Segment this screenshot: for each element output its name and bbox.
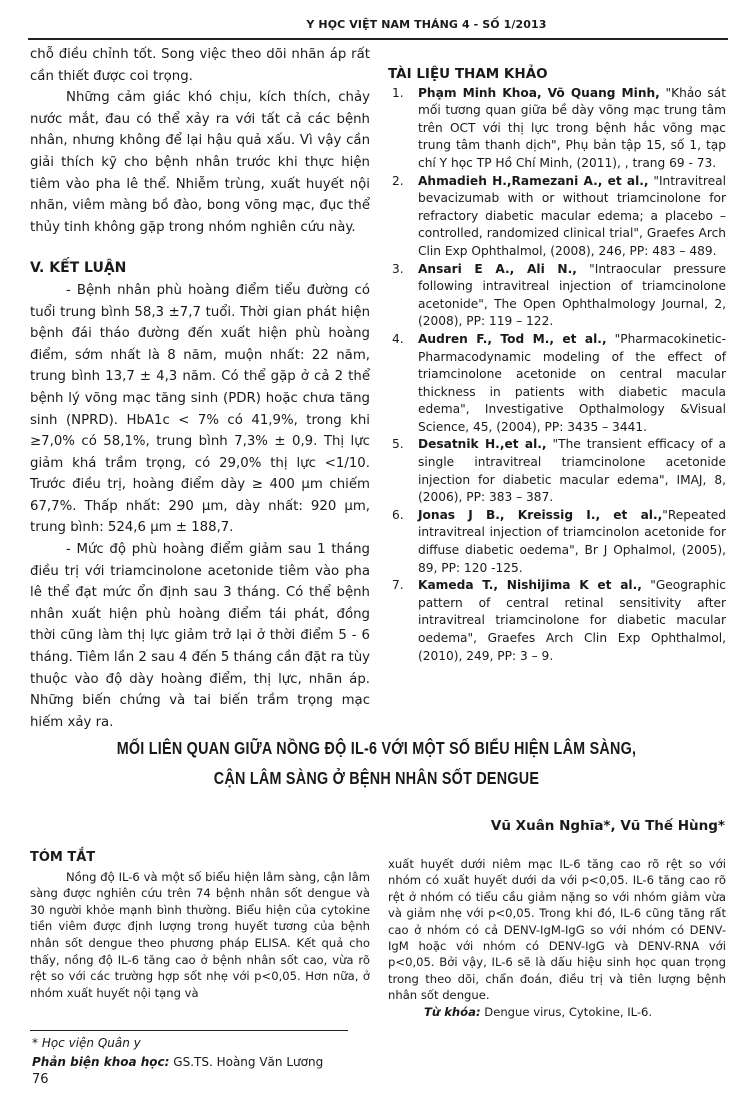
reference-text (418, 507, 726, 577)
affiliation: * Học viện Quân y (32, 1036, 141, 1050)
paragraph: - Bệnh nhân phù hoàng điểm tiểu đường có tuổi trung bình 58,3 ±7,7 tuổi. Thời gian phát hiện bệnh đái tháo đường đến xuất hiện phù hoàng điểm, sớm nhất là 8 năm, muộn nhất: 22 năm, trung bình 13,7 ± 4,3 năm. Có thể gặp ở cả 2 thể bệnh lý võng mạc tăng sinh (PDR) hoặc chưa tăng sinh (NPRD). HbA1c < 7% có 41,9%, trong khi ≥7,0% có 58,1%, trung bình 7,3% ± 0,9. Thị lực giảm khá trầm trọng, có 29,0% thị lực <1/10. Trước điều trị, hoàng điểm dày ≥ 400 μm chiếm 67,7%. Thấp nhất: 290 μm, dày nhất: 920 μm, trung bình: 524,6 μm ± 188,7. (30, 282, 370, 536)
reference-number: 7. (392, 578, 404, 593)
reference-text (418, 577, 726, 665)
reference-authors: Kameda T., Nishijima K et al., (418, 578, 642, 593)
keywords-text: Dengue virus, Cytokine, IL-6. (480, 1004, 653, 1019)
footnote-rule (30, 1030, 348, 1031)
reference-number: 4. (392, 331, 404, 346)
abstract-right (388, 856, 726, 1020)
reference-item (388, 507, 726, 577)
reference-authors: Phạm Minh Khoa, Võ Quang Minh, (418, 85, 660, 100)
page-number: 76 (32, 1072, 49, 1087)
reference-citation: "Intraocular pressure following intravitreal injection of triamcinolone acetonide", The Open Ophthalmology Journal, 2, (2008), PP: 119 – 122. (418, 261, 726, 329)
reference-citation: "Geographic pattern of central retinal sensitivity after intravitreal triamcinolone for diabetic macular oedema", Graefes Arch Clin Exp Ophthalmol, (2010), 249, PP: 3 – 9. (418, 578, 726, 663)
reference-citation: "The transient efficacy of a single intravitreal triamcinolone acetonide injection for diabetic macular edema", IMAJ, 8, (2006), PP: 383 – 387. (418, 437, 726, 505)
reference-text (418, 85, 726, 173)
reference-text (418, 261, 726, 331)
footnote (32, 1034, 323, 1072)
reference-item (388, 261, 726, 331)
abstract-text: xuất huyết dưới niêm mạc IL-6 tăng cao rõ rệt so với nhóm có xuất huyết dưới da với p<0,05. IL-6 tăng cao rõ rệt ở nhóm có tiểu cầu giảm nặng so với nhóm giảm vừa và giảm nhẹ với p<0,05. Trong khi đó, IL-6 cũng tăng rất cao ở nhóm có cả DENV-IgM-IgG so với nhóm có DENV-IgM hoặc với nhóm có DENV-IgG và DENV-RNA với p<0,05. Bởi vậy, IL-6 sẽ là dấu hiệu sinh học quan trọng trong theo dõi, chẩn đoán, điều trị và tiên lượng bệnh nhân sốt dengue. (388, 857, 726, 1003)
keywords (388, 1004, 726, 1020)
running-header: Y HỌC VIỆT NAM THÁNG 4 - SỐ 1/2013 (306, 18, 547, 31)
reference-number: 6. (392, 507, 404, 522)
reference-authors: Ahmadieh H.,Ramezani A., et al., (418, 173, 649, 188)
abstract-heading: TÓM TẮT (30, 850, 96, 865)
article-title-line: MỐI LIÊN QUAN GIỮA NỒNG ĐỘ IL-6 VỚI MỘT SỐ BIỂU HIỆN LÂM SÀNG, (116, 738, 637, 758)
header-rule (28, 38, 728, 40)
reference-item (388, 85, 726, 173)
reference-item (388, 436, 726, 506)
reference-citation: "Pharmacokinetic-Pharmacodynamic modeling of the effect of triamcinolone acetonide on central macular thickness in patients with diabetic macula edema", Investigative Opthalmology &Visual Science, 45, (2004), PP: 3435 – 3441. (418, 331, 726, 434)
reference-number: 2. (392, 173, 404, 188)
article-authors: Vũ Xuân Nghĩa*, Vũ Thế Hùng* (490, 818, 725, 834)
reviewer: GS.TS. Hoàng Văn Lương (169, 1055, 324, 1069)
reference-text (418, 173, 726, 261)
references (388, 66, 726, 665)
article-title-line: CẬN LÂM SÀNG Ở BỆNH NHÂN SỐT DENGUE (213, 768, 540, 788)
reference-number: 3. (392, 261, 404, 276)
abstract-left (30, 850, 370, 1001)
paragraph: chỗ điều chỉnh tốt. Song việc theo dõi nhãn áp rất cần thiết được coi trọng. (30, 47, 370, 84)
reference-text (418, 331, 726, 437)
abstract-text: Nồng độ IL-6 và một số biểu hiện lâm sàng, cận lâm sàng được nghiên cứu trên 74 bệnh nhân sốt dengue và 30 người khỏe mạnh bình thường. Biểu hiện của cytokine tiền viêm được định lượng trong huyết tương của bệnh nhân sốt dengue theo phương pháp ELISA. Kết quả cho thấy, nồng độ IL-6 tăng cao ở bệnh nhân sốt cao, vừa rõ rệt so với các trường hợp sốt nhẹ với p<0,05. Hơn nữa, ở nhóm xuất huyết nội tạng và (30, 869, 370, 1000)
reference-authors: Audren F., Tod M., et al., (418, 331, 607, 346)
left-column (30, 44, 370, 733)
paragraph: - Mức độ phù hoàng điểm giảm sau 1 tháng điều trị với triamcinolone acetonide tiêm vào pha lê thể đạt mức ổn định sau 3 tháng. Có thể bệnh nhân xuất hiện phù hoàng điểm tái phát, đồng thời cũng làm thị lực giảm trở lại ở thời điểm 5 - 6 tháng. Tiêm lần 2 sau 4 đến 5 tháng cần đặt ra tùy thuộc vào độ dày hoàng điểm, thị lực, nhãn áp. Những biến chứng và tai biến trầm trọng mạc hiếm xảy ra. (30, 542, 370, 730)
reference-number: 1. (392, 85, 404, 100)
references-heading: TÀI LIỆU THAM KHẢO (388, 66, 548, 82)
reference-item (388, 577, 726, 665)
section-heading: V. KẾT LUẬN (30, 260, 127, 277)
reference-authors: Jonas J B., Kreissig I., et al., (418, 507, 663, 522)
keywords-label: Từ khóa: (424, 1004, 481, 1019)
reviewer-label: Phản biện khoa học: (32, 1055, 170, 1069)
reference-authors: Desatnik H.,et al., (418, 437, 547, 452)
article-title (68, 733, 685, 793)
reference-item (388, 173, 726, 261)
reference-number: 5. (392, 437, 404, 452)
reference-text (418, 436, 726, 506)
reference-authors: Ansari E A., Ali N., (418, 261, 577, 276)
reference-citation: "Repeated intravitreal injection of triamcinolon acetonide for diffuse diabetic oedema", Br J Ophalmol, (2005), 89, PP: 120 -125. (418, 507, 726, 575)
paragraph: Những cảm giác khó chịu, kích thích, chảy nước mắt, đau có thể xảy ra với tất cả các bệnh nhân, nhưng không để lại hậu quả xấu. Vì vậy cần giải thích kỹ cho bệnh nhân trước khi thực hiện tiêm vào pha lê thể. Nhiễm trùng, xuất huyết nội nhãn, viêm màng bồ đào, bong võng mạc, đục thể thủy tinh không gặp trong nhóm nghiên cứu này. (30, 90, 370, 235)
reference-item (388, 331, 726, 437)
reference-citation: "Intravitreal bevacizumab with or without triamcinolone for refractory diabetic macular edema; a placebo – controlled, randomized clinical trial", Graefes Arch Clin Exp Ophthalmol, (2008), 246, PP: 483 – 489. (418, 173, 726, 258)
reference-citation: "Khảo sát mối tương quan giữa bề dày võng mạc trung tâm trên OCT với thị lực trong bệnh hắc võng mạc trung tâm thanh dịch", Phụ bản tập 15, số 1, tạp chí Y học TP Hồ Chí Minh, (2011), , trang 69 - 73. (418, 85, 727, 170)
